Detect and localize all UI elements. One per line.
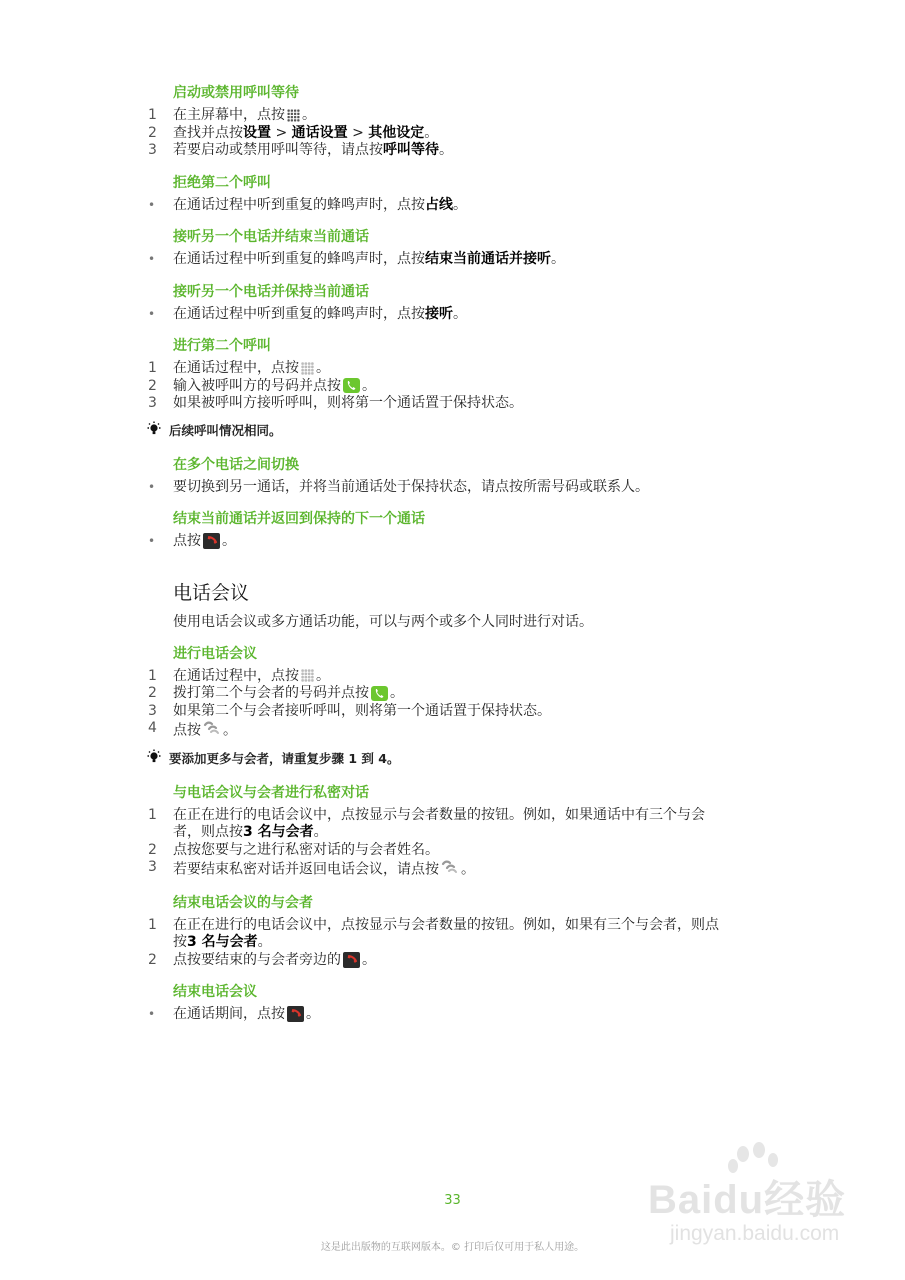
section-heading: 结束电话会议的与会者 — [173, 894, 313, 911]
step-text: 。 — [439, 142, 453, 158]
step-text: 若要启动或禁用呼叫等待，请点按 — [173, 142, 383, 158]
merge-calls-icon — [441, 859, 459, 880]
end-call-icon — [287, 1006, 304, 1022]
step-text: 点按要结束的与会者旁边的 — [173, 951, 341, 968]
step-text: 。 — [362, 951, 376, 968]
step-text: 在通话过程中，点按 — [173, 667, 299, 684]
step — [148, 142, 728, 160]
step — [148, 842, 728, 860]
step-text: 。 — [316, 667, 330, 684]
step-text: 。 — [223, 722, 237, 739]
step-text: 。 — [302, 107, 316, 123]
menu-term: 呼叫等待 — [383, 142, 439, 158]
menu-term: 结束当前通话并接听 — [425, 251, 551, 267]
menu-term: 占线 — [425, 196, 453, 213]
bullet-item — [148, 251, 728, 269]
step-text: 。 — [453, 196, 467, 213]
section-reject-second-call — [148, 174, 728, 215]
step-number: 3 — [148, 702, 157, 719]
tip-lightbulb-icon — [144, 749, 169, 768]
keypad-icon — [301, 362, 314, 375]
step — [148, 952, 728, 970]
step-number: 1 — [148, 107, 157, 123]
step-text: 。 — [453, 305, 467, 322]
step — [148, 807, 728, 842]
step-text: 。 — [551, 251, 565, 267]
bullet: • — [148, 479, 156, 494]
section-heading: 接听另一个电话并结束当前通话 — [173, 229, 369, 245]
step-text: 如果第二个与会者接听呼叫，则将第一个通话置于保持状态。 — [173, 702, 551, 719]
bullet-item — [148, 306, 728, 324]
step-text: 。 — [257, 934, 272, 950]
step-text: 在正在进行的电话会议中，点按显示与会者数量的按钮。例如，如果通话中有三个与会者，则点按 — [173, 806, 705, 840]
section-end-participant — [148, 894, 728, 970]
section-call-waiting — [148, 84, 728, 160]
end-call-icon — [203, 533, 220, 549]
step — [148, 917, 728, 952]
step-number: 4 — [148, 720, 157, 736]
step-text: 。 — [461, 861, 475, 878]
step-text: 。 — [390, 685, 404, 701]
chapter-intro: 使用电话会议或多方通话功能，可以与两个或多个人同时进行对话。 — [173, 613, 593, 630]
bullet-item — [148, 1006, 728, 1024]
menu-term: 设置 — [243, 124, 271, 141]
chapter-heading: 电话会议 — [173, 581, 250, 604]
menu-term: 3 名与会者 — [187, 934, 258, 950]
section-heading: 接听另一个电话并保持当前通话 — [173, 283, 369, 300]
step-number: 1 — [148, 360, 157, 376]
step-number: 3 — [148, 142, 157, 158]
step-text: 在通话过程中听到重复的蜂鸣声时，点按 — [173, 196, 425, 213]
step-text: 在主屏幕中，点按 — [173, 107, 285, 123]
call-button-icon — [371, 686, 388, 701]
tip-lightbulb-icon — [144, 421, 169, 440]
section-heading: 结束电话会议 — [173, 984, 257, 1000]
section-start-conference — [148, 645, 728, 741]
step-text: 。 — [313, 824, 328, 840]
bullet: • — [148, 1007, 156, 1021]
page-number: 33 — [444, 1193, 461, 1208]
section-heading: 在多个电话之间切换 — [173, 456, 299, 473]
bullet: • — [148, 306, 156, 321]
step-text: 在通话过程中听到重复的蜂鸣声时，点按 — [173, 305, 425, 322]
step-number: 1 — [148, 916, 157, 933]
step-number: 2 — [148, 685, 157, 701]
step-number: 2 — [148, 841, 157, 858]
tip-note — [144, 421, 728, 440]
menu-term: 其他设定 — [368, 124, 425, 141]
step-text: 。 — [306, 1006, 320, 1022]
section-end-conference — [148, 983, 728, 1024]
step — [148, 720, 728, 741]
section-answer-end-current — [148, 228, 728, 269]
step-number: 2 — [148, 124, 157, 141]
step-text: 在通话期间，点按 — [173, 1006, 285, 1022]
step-text: 输入被呼叫方的号码并点按 — [173, 377, 341, 394]
section-answer-hold-current — [148, 283, 728, 324]
bullet: • — [148, 252, 156, 266]
step-number: 3 — [148, 395, 157, 411]
page-content — [148, 84, 728, 1038]
step-text: 在正在进行的电话会议中，点按显示与会者数量的按钮。例如，如果有三个与会者，则点按 — [173, 916, 719, 950]
step — [148, 360, 728, 378]
section-heading: 与电话会议与会者进行私密对话 — [173, 784, 369, 801]
menu-term: 接听 — [425, 305, 453, 322]
step-text: > — [347, 124, 369, 141]
bullet: • — [148, 197, 156, 212]
watermark-logo: Baidu经验 — [648, 1178, 847, 1222]
step-text: 点按 — [173, 533, 201, 549]
step — [148, 378, 728, 396]
end-call-icon — [343, 952, 360, 968]
step — [148, 685, 728, 703]
step-number: 1 — [148, 806, 157, 823]
menu-term: 3 名与会者 — [243, 824, 314, 840]
step-text: 。 — [424, 124, 439, 141]
bullet-item — [148, 197, 728, 215]
step — [148, 859, 728, 880]
page-footer: 这是此出版物的互联网版本。© 打印后仅可用于私人用途。 — [320, 1242, 585, 1253]
step-text: 若要结束私密对话并返回电话会议，请点按 — [173, 861, 439, 878]
step-text: 在通话过程中听到重复的蜂鸣声时，点按 — [173, 251, 425, 267]
step-text: 拨打第二个与会者的号码并点按 — [173, 685, 369, 701]
step-text: 点按您要与之进行私密对话的与会者姓名。 — [173, 841, 439, 858]
keypad-icon — [287, 109, 300, 122]
step-text: 点按 — [173, 722, 201, 739]
tip-note — [144, 749, 728, 768]
step — [148, 125, 728, 143]
bullet-item — [148, 533, 728, 551]
step-text: 。 — [316, 360, 330, 376]
section-switch-calls — [148, 456, 728, 497]
section-private-conversation — [148, 784, 728, 880]
menu-term: 通话设置 — [291, 124, 348, 141]
section-heading: 拒绝第二个呼叫 — [173, 174, 271, 191]
bullet-item — [148, 479, 728, 497]
section-heading: 进行电话会议 — [173, 645, 257, 662]
tip-text: 要添加更多与会者，请重复步骤 1 到 4。 — [169, 751, 400, 766]
step-number: 2 — [148, 377, 157, 394]
step-number: 2 — [148, 951, 157, 968]
step — [148, 703, 728, 721]
step — [148, 107, 728, 125]
call-button-icon — [343, 378, 360, 393]
step-text: 在通话过程中，点按 — [173, 360, 299, 376]
step-text: 查找并点按 — [173, 124, 243, 141]
step-text: 。 — [222, 533, 236, 549]
step — [148, 395, 728, 413]
merge-calls-icon — [203, 720, 221, 741]
tip-text: 后续呼叫情况相同。 — [169, 423, 282, 438]
step-number: 3 — [148, 859, 157, 875]
step-text: 。 — [362, 377, 376, 394]
section-heading: 结束当前通话并返回到保持的下一个通话 — [173, 511, 425, 527]
step-text: 如果被呼叫方接听呼叫，则将第一个通话置于保持状态。 — [173, 395, 523, 411]
section-heading: 进行第二个呼叫 — [173, 338, 271, 354]
step-text: 要切换到另一通话，并将当前通话处于保持状态，请点按所需号码或联系人。 — [173, 478, 649, 495]
section-second-call — [148, 337, 728, 413]
step-text: > — [271, 124, 292, 141]
section-heading: 启动或禁用呼叫等待 — [173, 85, 299, 101]
section-end-return-held — [148, 510, 728, 551]
keypad-icon — [301, 669, 314, 682]
step-number: 1 — [148, 667, 157, 684]
watermark-url: jingyan.baidu.com — [670, 1222, 840, 1245]
bullet: • — [148, 534, 156, 548]
step — [148, 668, 728, 686]
